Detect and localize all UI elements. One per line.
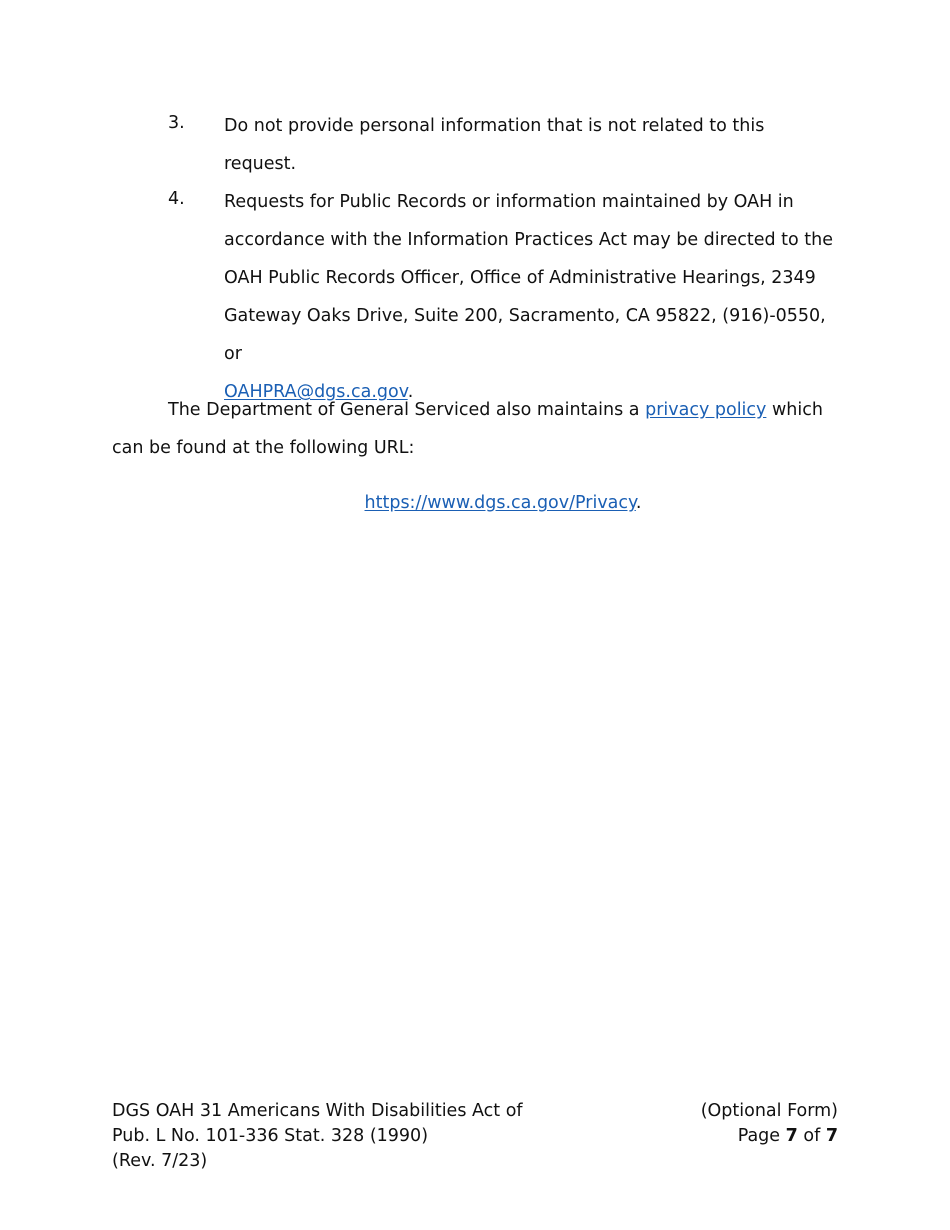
privacy-policy-link[interactable]: privacy policy	[645, 400, 767, 420]
page-total: 7	[825, 1126, 838, 1146]
footer-form-title: DGS OAH 31 Americans With Disabilities Act of	[112, 1101, 523, 1121]
footer-revision: (Rev. 7/23)	[112, 1151, 208, 1171]
privacy-paragraph	[112, 391, 834, 467]
footer-optional-form: (Optional Form)	[700, 1101, 838, 1121]
privacy-url-link[interactable]: https://www.dgs.ca.gov/Privacy	[364, 493, 636, 513]
page-of: of	[797, 1126, 826, 1146]
punctuation: .	[635, 493, 642, 513]
punctuation: .	[407, 382, 414, 402]
privacy-url-line	[0, 493, 950, 513]
page-current: 7	[785, 1126, 798, 1146]
footer-form-info	[112, 1099, 572, 1174]
list-item-body: Requests for Public Records or information maintained by OAH in accordance with the Information Practices Act may be directed to the OAH Public Records Officer, Office of Administrative Hearings, 2349 Gateway Oaks Drive, Suite 200, Sacramento, CA 95822, (916)-0550, or	[224, 192, 834, 364]
email-link[interactable]: OAHPRA@dgs.ca.gov	[224, 382, 408, 402]
list-item-text: Do not provide personal information that is not related to this request.	[224, 116, 765, 174]
list-item-number: 4.	[168, 189, 185, 209]
list-item-number: 3.	[168, 113, 185, 133]
page-label: Page	[737, 1126, 786, 1146]
list-item-text	[224, 183, 834, 411]
footer-statute: Pub. L No. 101-336 Stat. 328 (1990)	[112, 1126, 429, 1146]
page-number	[701, 1124, 838, 1149]
footer-page-info	[701, 1099, 838, 1149]
paragraph-text-after: which can be found at the following URL:	[112, 400, 823, 458]
paragraph-text-before: The Department of General Serviced also maintains a	[168, 400, 646, 420]
